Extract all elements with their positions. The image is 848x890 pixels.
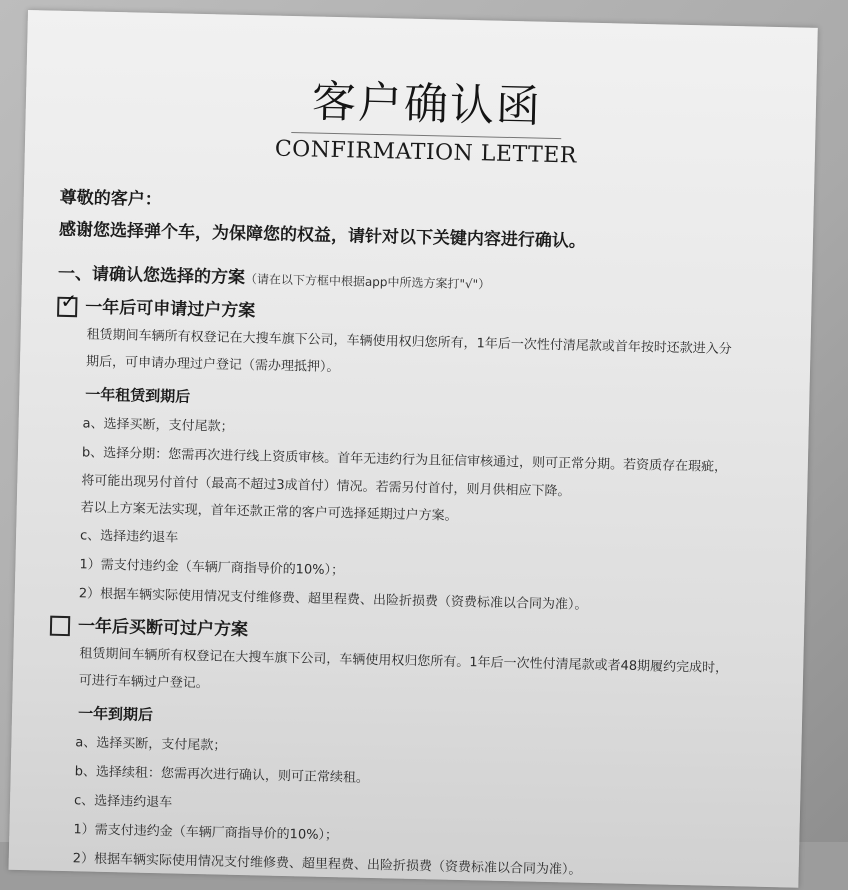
option-2-subhead: 一年到期后: [77, 704, 154, 725]
option-1-checkbox[interactable]: [57, 288, 78, 317]
letter-paper: [8, 10, 817, 888]
option-2-desc-line-2: 可进行车辆过户登记。: [78, 673, 209, 692]
option-2-desc-line-1: 租赁期间车辆所有权登记在大搜车旗下公司，车辆使用权归您所有。1年后一次性付清尾款或者48期履约完成时，: [79, 646, 729, 677]
list-item: c、选择违约退车: [73, 793, 173, 811]
section-1-note: （请在以下方框中根据app中所选方案打"√"）: [244, 271, 491, 292]
greeting: 尊敬的客户：: [59, 187, 162, 211]
letter-title-english: CONFIRMATION LETTER: [274, 136, 578, 169]
list-item: b、选择分期：您需再次进行线上资质审核。首年无违约行为且征信审核通过，则可正常分期。若资质存在瑕疵，: [81, 445, 728, 475]
list-item: 1）需支付违约金（车辆厂商指导价的10%）；: [73, 822, 339, 844]
intro-text: 感谢您选择弹个车，为保障您的权益，请针对以下关键内容进行确认。: [58, 219, 587, 252]
option-1-desc-line-1: 租赁期间车辆所有权登记在大搜车旗下公司，车辆使用权归您所有，1年后一次性付清尾款或首年按时还款进入分: [86, 327, 732, 358]
option-1-desc-line-2: 期后，可申请办理过户登记（需办理抵押）。: [85, 354, 340, 376]
option-1-subhead: 一年租赁到期后: [85, 385, 191, 406]
list-item: 1）需支付违约金（车辆厂商指导价的10%）；: [79, 557, 345, 579]
list-item: 2）根据车辆实际使用情况支付维修费、超里程费、出险折损费（资费标准以合同为准）。: [72, 851, 582, 878]
letter-content: [44, 63, 792, 889]
list-item: b、选择续租：您需再次进行确认，则可正常续租。: [74, 764, 370, 786]
letter-title-chinese: 客户确认函: [311, 76, 543, 133]
option-2-checkbox[interactable]: [50, 616, 70, 636]
list-item: c、选择违约退车: [79, 528, 179, 546]
section-1-title: 一、请确认您选择的方案: [57, 263, 246, 288]
option-1-title: 一年后可申请过户方案: [85, 297, 256, 322]
list-item: a、选择买断，支付尾款；: [82, 416, 234, 435]
option-2-title: 一年后买断可过户方案: [77, 616, 249, 641]
checkmark-icon: ✓: [60, 288, 78, 314]
list-item: 2）根据车辆实际使用情况支付维修费、超里程费、出险折损费（资费标准以合同为准）。: [78, 586, 588, 613]
list-item: 若以上方案无法实现，首年还款正常的客户可选择延期过户方案。: [80, 500, 458, 524]
list-item: 将可能出现另付首付（最高不超过3成首付）情况。若需另付首付，则月供相应下降。: [81, 473, 571, 500]
list-item: a、选择买断，支付尾款；: [75, 735, 227, 754]
